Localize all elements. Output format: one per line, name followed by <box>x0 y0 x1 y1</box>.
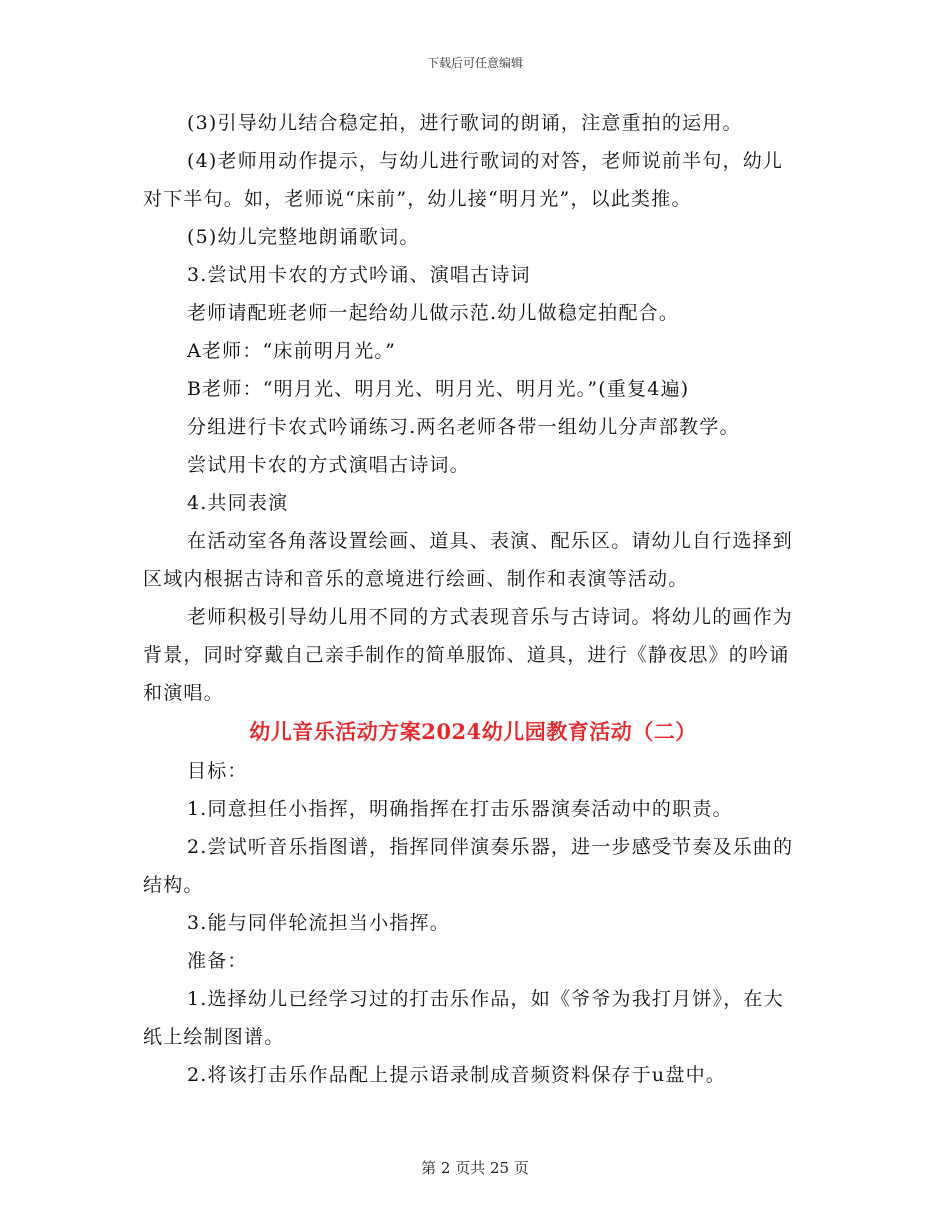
paragraph: B老师：“明月光、明月光、明月光、明月光。”(重复4遍) <box>187 378 690 400</box>
paragraph: 目标： <box>187 760 248 782</box>
document-body <box>143 104 803 1094</box>
paragraph: (5)幼儿完整地朗诵歌词。 <box>187 226 420 248</box>
paragraph: 3.能与同伴轮流担当小指挥。 <box>187 912 450 934</box>
paragraph: 尝试用卡农的方式演唱古诗词。 <box>187 454 470 476</box>
paragraph: (4)老师用动作提示，与幼儿进行歌词的对答，老师说前半句，幼儿对下半句。如，老师说“床前”，幼儿接“明月光”，以此类推。 <box>143 150 784 210</box>
paragraph: 2.将该打击乐作品配上提示语录制成音频资料保存于u盘中。 <box>187 1064 726 1086</box>
paragraph: 准备： <box>187 950 248 972</box>
paragraph: 3.尝试用卡农的方式吟诵、演唱古诗词 <box>187 264 531 286</box>
paragraph: A老师：“床前明月光。” <box>187 340 397 362</box>
paragraph: 老师积极引导幼儿用不同的方式表现音乐与古诗词。将幼儿的画作为背景，同时穿戴自己亲手制作的简单服饰、道具，进行《静夜思》的吟诵和演唱。 <box>143 606 794 704</box>
paragraph: 1.选择幼儿已经学习过的打击乐作品，如《爷爷为我打月饼》，在大纸上绘制图谱。 <box>143 988 784 1048</box>
paragraph: 4.共同表演 <box>187 492 289 514</box>
paragraph: (3)引导幼儿结合稳定拍，进行歌词的朗诵，注意重拍的运用。 <box>187 112 743 134</box>
page-footer: 第 2 页共 25 页 <box>421 1159 529 1177</box>
page-header: 下载后可任意编辑 <box>426 56 523 70</box>
paragraph: 1.同意担任小指挥，明确指挥在打击乐器演奏活动中的职责。 <box>187 798 733 820</box>
paragraph: 老师请配班老师一起给幼儿做示范.幼儿做稳定拍配合。 <box>187 302 680 324</box>
paragraph: 在活动室各角落设置绘画、道具、表演、配乐区。请幼儿自行选择到区域内根据古诗和音乐的意境进行绘画、制作和表演等活动。 <box>143 530 794 590</box>
paragraph: 2.尝试听音乐指图谱，指挥同伴演奏乐器，进一步感受节奏及乐曲的结构。 <box>143 836 794 896</box>
paragraph: 分组进行卡农式吟诵练习.两名老师各带一组幼儿分声部教学。 <box>187 416 740 438</box>
section-title: 幼儿音乐活动方案2024幼儿园教育活动（二） <box>249 719 697 744</box>
